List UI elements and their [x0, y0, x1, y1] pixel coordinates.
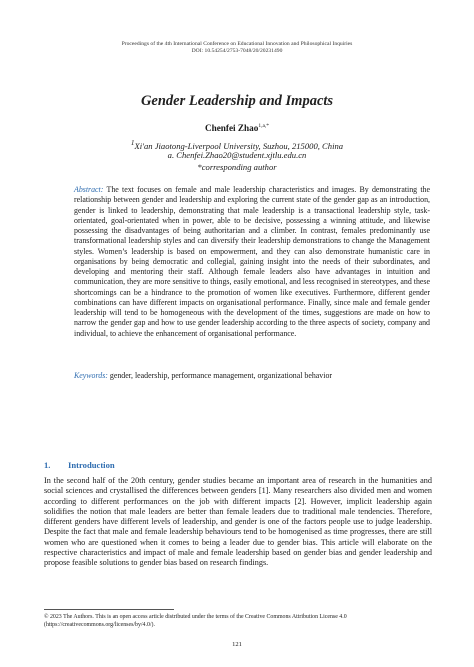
abstract-text: The text focuses on female and male leadership characteristics and images. By demonstrating the relationship between gender and leadership and exploring the current state of the gender gap as an introduction, gender is linked to leadership, demonstrating that male leadership is a transactional leadership style, task-orientated, goal-orientated when in power, able to be decisive, possessing a winning attitude, and likewise possessing the disadvantages of being authoritarian and a climber. In contrast, females predominantly use transformational leadership styles and can diversify their leadership demonstrations to change the Management styles. Women’s leadership is based on empowerment, and they can also demonstrate humanistic care in organisations by being democratic and collegial, gaining insight into the needs of their subordinates, and developing and mentoring their staff. Although female leaders also have advantages in intuition and communication, they are more sensitive to things, easily emotional, and less recognised in stereotypes, and these shortcomings can be a hindrance to the promotion of women like executives. Furthermore, different gender combinations can have different impacts on organisational performance. Finally, since male and female gender leadership will tend to be homogeneous with the development of the times, suggestions are made on how to narrow the gender gap and how to use gender leadership according to the three aspects of society, company and individual, to achieve the enhancement of organisational performance.: [74, 185, 430, 338]
abstract-label: Abstract:: [74, 185, 104, 194]
section-title: Introduction: [68, 460, 115, 470]
introduction-paragraph: In the second half of the 20th century, gender studies became an important area of research in the humanities and social sciences and crystallised the differences between genders [1]. Many researchers also divided men and women according to different performances on the job with different impacts [2]. However, implicit leadership again solidifies the notion that male leaders are better than female leaders due to traditional male tendencies. Therefore, different genders have different levels of leadership, and gender is one of the factors people use to judge leadership. Despite the fact that male and female leadership behaviours tend to be homogenised as time progresses, there are still women who are questioned when it comes to being a leader due to gender bias. This article will elaborate on the respective characteristics and impact of male and female leadership based on gender bias and gender leadership and propose feasible solutions to gender bias based on research findings.: [44, 476, 432, 568]
doi-header: DOI: 10.54254/2753-7048/20/20231490: [191, 48, 283, 54]
keywords: [74, 371, 430, 381]
section-heading: [44, 460, 115, 470]
author-marks: 1,a,*: [258, 123, 270, 129]
license-notice: © 2023 The Authors. This is an open access article distributed under the terms of the Creative Commons Attribution License 4.0 (https://creativecommons.org/licenses/by/4.0/).: [44, 614, 347, 628]
affiliation-number: 1: [130, 139, 135, 147]
keywords-text: gender, leadership, performance management, organizational behavior: [109, 371, 333, 380]
corresponding-note: *corresponding author: [197, 162, 277, 172]
paper-title: Gender Leadership and Impacts: [140, 93, 334, 109]
page-number: 121: [232, 641, 242, 648]
abstract: [74, 185, 430, 339]
affiliation-email: a. Chenfei.Zhao20@student.xjtlu.edu.cn: [167, 150, 307, 160]
institution-name: Xi'an Jiaotong-Liverpool University, Suzhou, 215000, China: [134, 140, 344, 151]
author-name: Chenfei Zhao: [204, 123, 259, 134]
footer-divider: [44, 609, 174, 610]
section-number: 1.: [44, 460, 51, 470]
keywords-label: Keywords:: [74, 371, 108, 380]
proceedings-header: Proceedings of the 4th International Conference on Educational Innovation and Philosophical Inquiries: [121, 41, 353, 47]
author-line: [0, 123, 474, 133]
